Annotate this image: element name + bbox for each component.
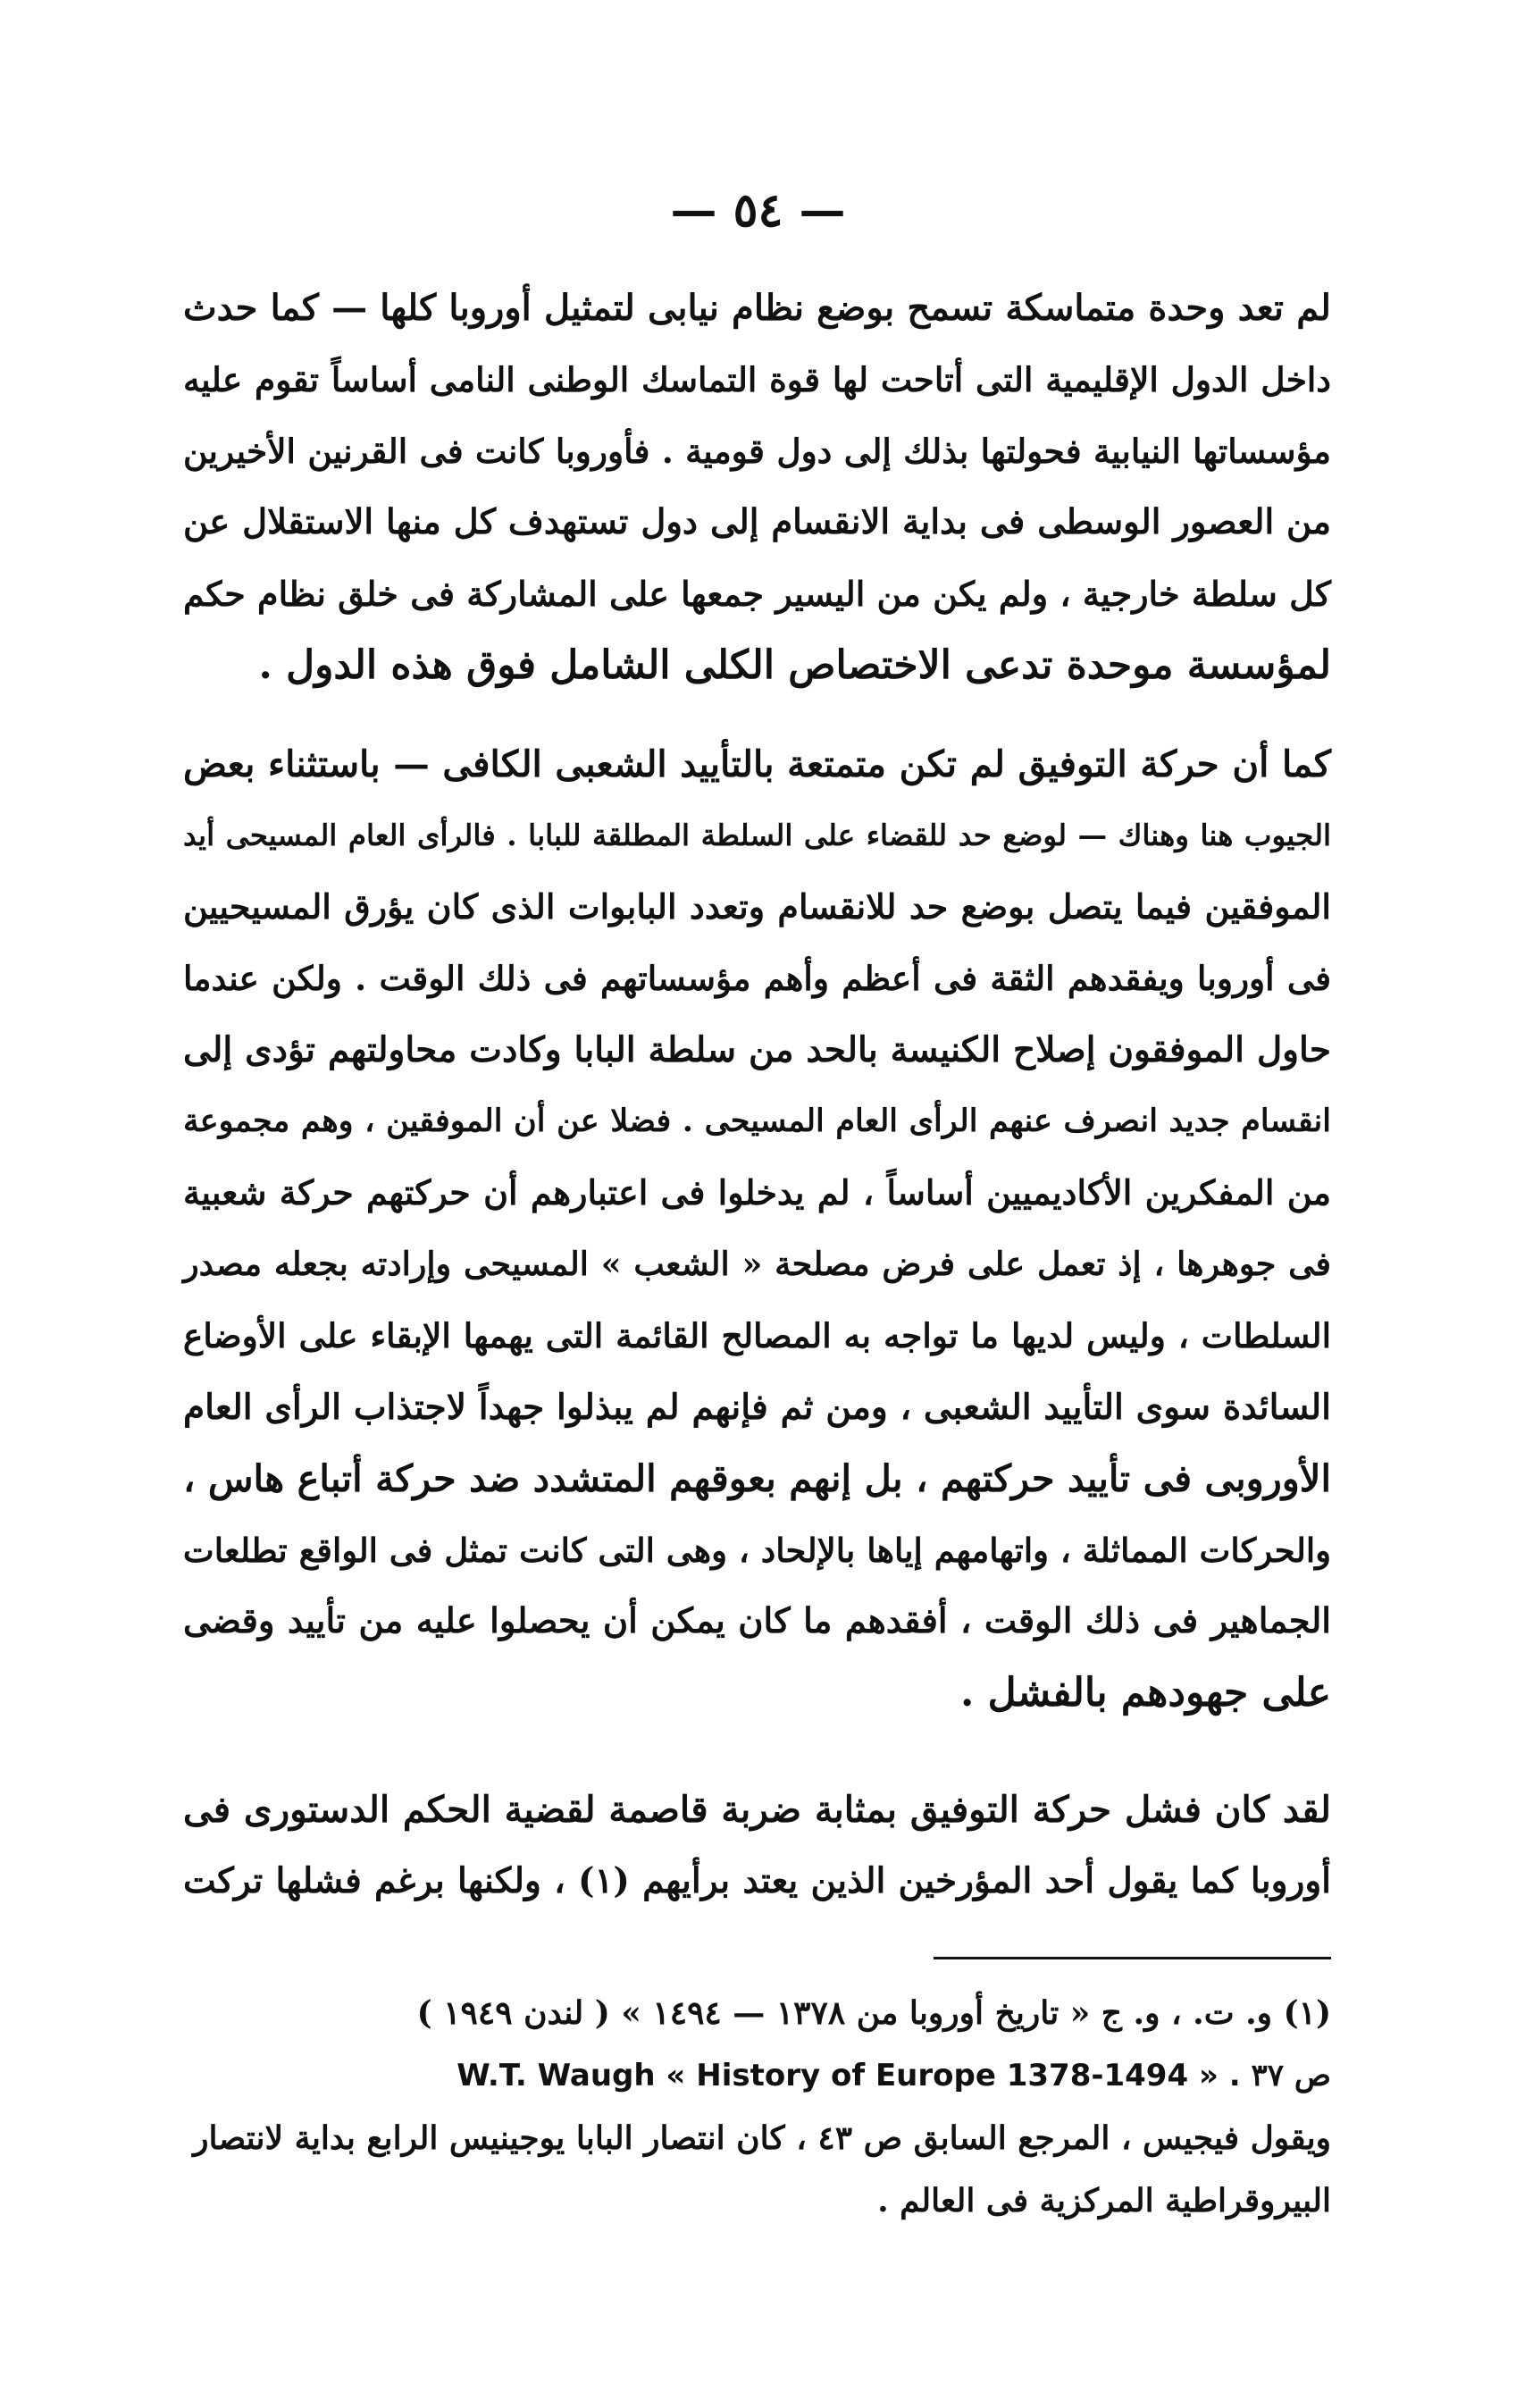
body-text [183, 273, 1331, 1917]
footnote-line: البيروقراطية المركزية فى العالم . [877, 2182, 1331, 2219]
text-line: داخل الدول الإقليمية التى أتاحت لها قوة التماسك الوطنى النامى أساساً تقوم عليه [183, 360, 1331, 399]
text-line: من المفكرين الأكاديميين أساساً ، لم يدخلوا فى اعتبارهم أن حركتهم حركة شعبية [183, 1172, 1331, 1212]
text-line: الأوروبى فى تأييد حركتهم ، بل إنهم بعوقهم المتشدد ضد حركة أتباع هاس ، [183, 1456, 1331, 1500]
text-line: من العصور الوسطى فى بداية الانقسام إلى دول تستهدف كل منها الاستقلال عن [183, 502, 1331, 542]
text-line: لم تعد وحدة متماسكة تسمح بوضع نظام نيابى لتمثيل أوروبا كلها — كما حدث [183, 287, 1331, 329]
text-line: والحركات المماثلة ، واتهامهم إياها بالإلحاد ، وهى التى كانت تمثل فى الواقع تطلعات [182, 1531, 1331, 1570]
text-line: الجيوب هنا وهناك — لوضع حد للقضاء على السلطة المطلقة للبابا . فالرأى العام المسيحى أيد [183, 818, 1331, 852]
footnote-citation-page: ص ٣٧ [1251, 2058, 1331, 2093]
text-line: انقسام جديد انصرف عنهم الرأى العام المسيحى . فضلا عن أن الموفقين ، وهم مجموعة [183, 1103, 1331, 1139]
paragraph-1 [183, 273, 1331, 701]
footnote-citation-latin: W.T. Waugh « History of Europe 1378-1494 » . [456, 2058, 1241, 2093]
text-line: لمؤسسة موحدة تدعى الاختصاص الكلى الشامل فوق هذه الدول . [258, 642, 1331, 688]
paragraph-3 [183, 1774, 1331, 1917]
footnote-citation [183, 2044, 1331, 2107]
paragraph-2 [183, 728, 1331, 1729]
footnote-line: (١) و. ت. ، و. ج « تاريخ أوروبا من ١٣٧٨ — ١٤٩٤ » ( لندن ١٩٤٩ ) [416, 1994, 1331, 2032]
text-line: السائدة سوى التأييد الشعبى ، ومن ثم فإنهم لم يبذلوا جهداً لاجتذاب الرأى العام [183, 1387, 1331, 1428]
text-line: فى جوهرها ، إذ تعمل على فرض مصلحة « الشعب » المسيحى وإرادته بجعله مصدر [183, 1245, 1331, 1283]
text-line: فى أوروبا ويفقدهم الثقة فى أعظم وأهم مؤسساتهم فى ذلك الوقت . ولكن عندما [183, 959, 1331, 998]
footnote-line: ويقول فيجيس ، المرجع السابق ص ٤٣ ، كان انتصار البابا يوجينيس الرابع بداية لانتصار [193, 2119, 1331, 2157]
text-line: على جهودهم بالفشل . [960, 1670, 1331, 1716]
text-line: مؤسساتها النيابية فحولتها بذلك إلى دول قومية . فأوروبا كانت فى القرنين الأخيرين [183, 432, 1331, 471]
text-line: لقد كان فشل حركة التوفيق بمثابة ضربة قاصمة لقضية الحكم الدستورى فى [183, 1788, 1331, 1831]
text-line: أوروبا كما يقول أحد المؤرخين الذين يعتد برأيهم (١) ، ولكنها برغم فشلها تركت [183, 1860, 1331, 1901]
text-line: كما أن حركة التوفيق لم تكن متمتعة بالتأييد الشعبى الكافى — باستثناء بعض [183, 743, 1331, 785]
text-line: كل سلطة خارجية ، ولم يكن من اليسير جمعها على المشاركة فى خلق نظام حكم [183, 574, 1331, 614]
text-line: الجماهير فى ذلك الوقت ، أفقدهم ما كان يمكن أن يحصلوا عليه من تأييد وقضى [183, 1601, 1331, 1641]
footnote-divider [934, 1957, 1331, 1959]
text-line: السلطات ، وليس لديها ما تواجه به المصالح القائمة التى يهمها الإبقاء على الأوضاع [183, 1316, 1331, 1355]
footnotes [183, 1982, 1331, 2232]
text-line: حاول الموفقون إصلاح الكنيسة بالحد من سلطة البابا وكادت محاولتهم تؤدى إلى [183, 1029, 1331, 1070]
page-number: — ٥٤ — [670, 183, 846, 238]
text-line: الموفقين فيما يتصل بوضع حد للانقسام وتعدد البابوات الذى كان يؤرق المسيحيين [183, 886, 1331, 927]
